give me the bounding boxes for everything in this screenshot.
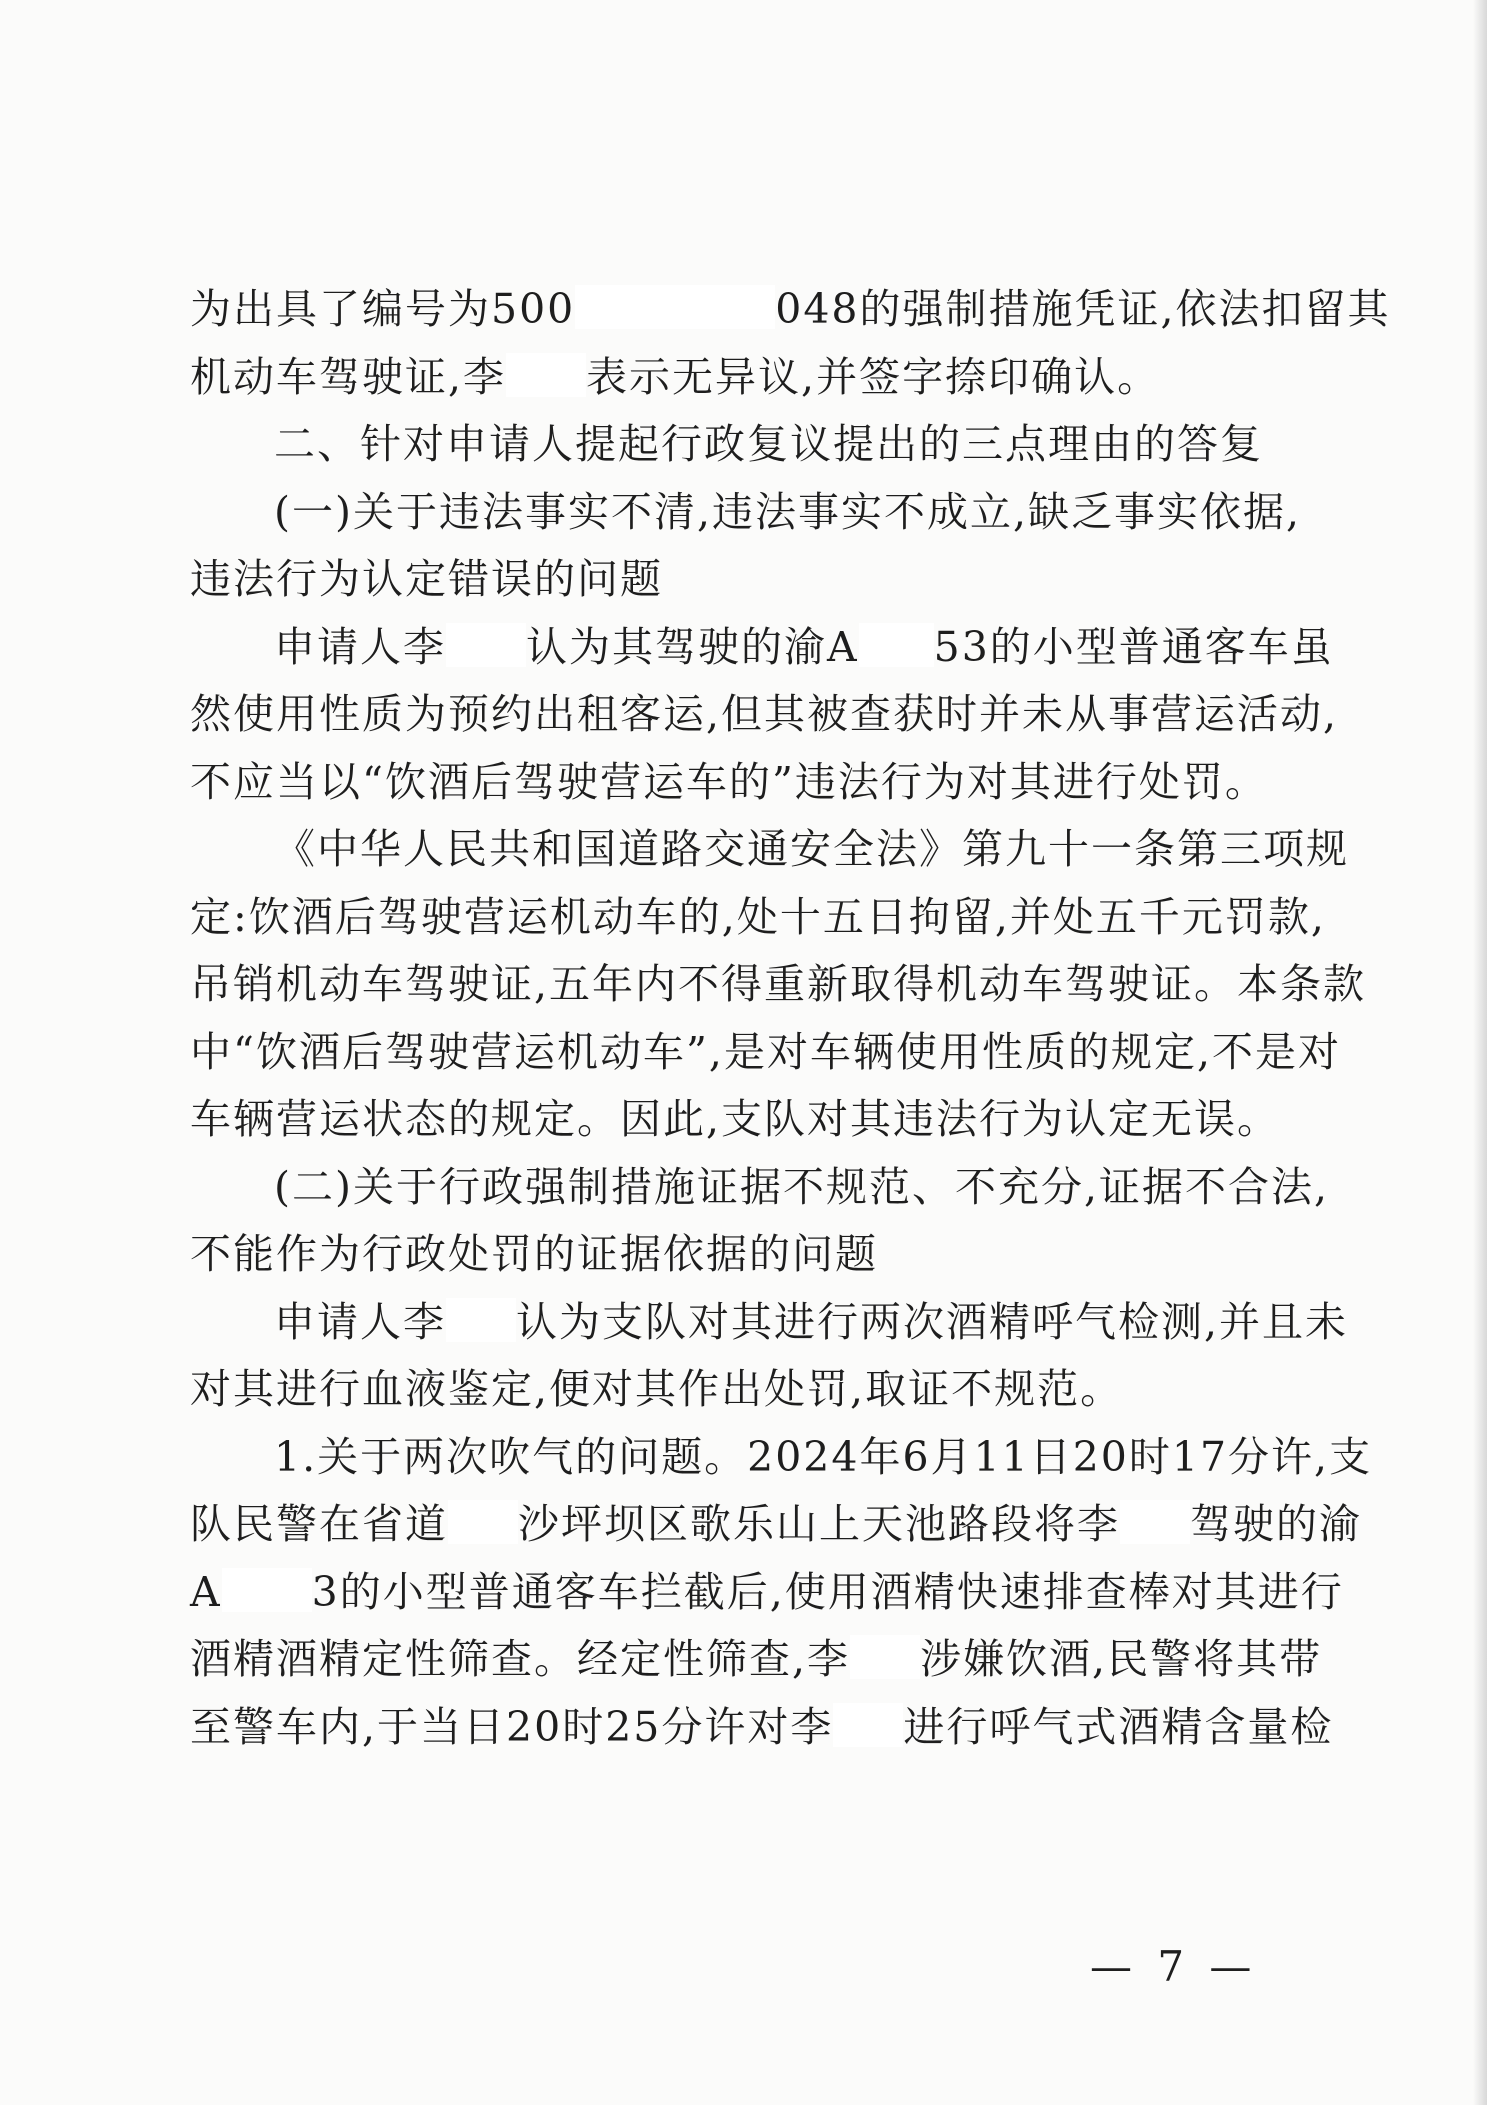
text-line: 对其进行血液鉴定,便对其作出处罚,取证不规范。 xyxy=(190,1365,1124,1413)
section-heading: 二、针对申请人提起行政复议提出的三点理由的答复 xyxy=(274,420,1263,468)
redaction-block xyxy=(850,1635,920,1679)
text-line: 吊销机动车驾驶证,五年内不得重新取得机动车驾驶证。本条款 xyxy=(190,960,1367,1008)
redaction-block xyxy=(448,1500,518,1544)
redaction-block xyxy=(446,1298,516,1342)
redaction-block xyxy=(1120,1500,1190,1544)
subsection-heading: (二)关于行政强制措施证据不规范、不充分,证据不合法, xyxy=(274,1162,1330,1211)
text-line: 1.关于两次吹气的问题。2024年6月11日20时17分许,支 xyxy=(274,1432,1373,1481)
text-line: 机动车驾驶证,李 表示无异议,并签字捺印确认。 xyxy=(190,352,1161,401)
page-edge-shadow xyxy=(1473,0,1487,2105)
redaction-block xyxy=(833,1703,903,1747)
redaction-block xyxy=(506,353,586,397)
redaction-block xyxy=(859,623,934,667)
text-line: 车辆营运状态的规定。因此,支队对其违法行为认定无误。 xyxy=(190,1095,1281,1143)
text-line: 定:饮酒后驾驶营运机动车的,处十五日拘留,并处五千元罚款, xyxy=(190,892,1326,941)
text-line: A 3的小型普通客车拦截后,使用酒精快速排查棒对其进行 xyxy=(190,1567,1344,1616)
text-line: 酒精酒精定性筛查。经定性筛查,李 涉嫌饮酒,民警将其带 xyxy=(190,1635,1323,1683)
text-line: 至警车内,于当日20时25分许对李 进行呼气式酒精含量检 xyxy=(190,1702,1334,1751)
text-line: 队民警在省道 沙坪坝区歌乐山上天池路段将李 驾驶的渝 xyxy=(190,1500,1362,1548)
text-line: 然使用性质为预约出租客运,但其被查获时并未从事营运活动, xyxy=(190,690,1339,738)
text-line: 为出具了编号为500 048的强制措施凭证,依法扣留其 xyxy=(190,285,1391,333)
redaction-block xyxy=(222,1568,312,1612)
text-line: 违法行为认定错误的问题 xyxy=(190,555,663,603)
document-body xyxy=(190,276,1391,1761)
text-line: 《中华人民共和国道路交通安全法》第九十一条第三项规 xyxy=(274,825,1349,873)
text-line: 不应当以“饮酒后驾驶营运车的”违法行为对其进行处罚。 xyxy=(190,757,1268,806)
page-number: — 7 — xyxy=(1090,1942,1258,1991)
text-line: 中“饮酒后驾驶营运机动车”,是对车辆使用性质的规定,不是对 xyxy=(190,1027,1341,1076)
redaction-block xyxy=(446,623,526,667)
text-line: 不能作为行政处罚的证据依据的问题 xyxy=(190,1230,878,1278)
text-line: 申请人李 认为支队对其进行两次酒精呼气检测,并且未 xyxy=(274,1297,1349,1346)
text-line: 申请人李 认为其驾驶的渝A 53的小型普通客车虽 xyxy=(274,622,1334,671)
subsection-heading: (一)关于违法事实不清,违法事实不成立,缺乏事实依据, xyxy=(274,487,1302,536)
redaction-block xyxy=(575,285,775,329)
